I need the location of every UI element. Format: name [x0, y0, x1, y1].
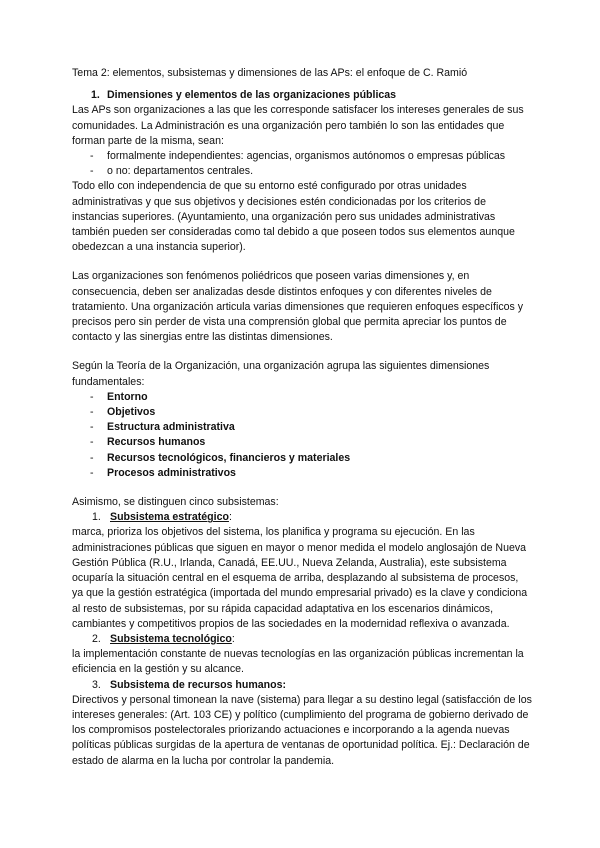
paragraph-subsystems-intro: Asimismo, se distinguen cinco subsistemas:: [72, 496, 279, 509]
list-marker: -: [90, 436, 94, 449]
dimensions-list: [72, 390, 532, 481]
list-item-text: Recursos humanos: [107, 436, 206, 449]
section-heading-text: Dimensiones y elementos de las organizaciones públicas: [107, 89, 397, 102]
paragraph-theory: Según la Teoría de la Organización, una organización agrupa las siguientes dimensiones fundamentales:: [72, 360, 490, 388]
list-item-text: Objetivos: [107, 406, 156, 419]
subsystem-colon: :: [231, 632, 235, 645]
subsystem-body: Directivos y personal timonean la nave (sistema) para llegar a su destino legal (satisfacción de los intereses generales: (Art. 103 CE) y político (cumplimiento del programa de gobierno derivado de los compromisos postelectorales priorizando actuaciones e incorporando a la agenda nuevas políticas públicas surgidas de la apertura de ventanas de oportunidad política. Ej.: Declaración de estado de alarma en la lucha por controlar la pandemia.: [72, 693, 532, 767]
paragraph-intro: Las APs son organizaciones a las que les corresponde satisfacer los intereses generales de sus comunidades. La Administración es una organización pero también lo son las entidades que forman parte de la misma, sean:: [72, 104, 524, 147]
document-title: Tema 2: elementos, subsistemas y dimensiones de las APs: el enfoque de C. Ramió: [72, 67, 468, 79]
subsystem-title: Subsistema estratégico: [110, 511, 229, 524]
list-item: [72, 149, 532, 164]
list-marker: -: [90, 150, 94, 163]
list-marker: -: [90, 421, 94, 434]
subsystem-number: 1.: [92, 511, 101, 524]
list-item: [72, 466, 532, 481]
paragraph-independence: Todo ello con independencia de que su entorno esté configurado por otras unidades administrativas y que sus objetivos y decisiones estén condicionadas por los criterios de instancias superiores. (Ayuntamiento, una organización pero sus unidades administrativas también pueden ser consideradas como tal debido a que poseen todos sus elementos aunque obedezcan a una instancia superior).: [72, 180, 515, 254]
list-item: [72, 390, 532, 405]
list-item-text: Entorno: [107, 390, 148, 403]
subsystem-title: Subsistema de recursos humanos:: [110, 678, 287, 691]
list-marker: -: [90, 406, 94, 419]
subsystem-title: Subsistema tecnológico: [110, 632, 232, 645]
subsystem-body: la implementación constante de nuevas tecnologías en las organización públicas incrementan la eficiencia en la gestión y su alcance.: [72, 648, 524, 676]
section-number: 1.: [91, 89, 100, 102]
list-item-text: Procesos administrativos: [107, 466, 236, 479]
list-item: [72, 405, 532, 420]
list-item-text: o no: departamentos centrales.: [107, 165, 254, 178]
subsystem-number: 2.: [92, 632, 101, 645]
list-item-text: Recursos tecnológicos, financieros y materiales: [107, 451, 351, 464]
list-marker: -: [90, 466, 94, 479]
subsystem-heading-2: [72, 632, 532, 647]
list-item: [72, 420, 532, 435]
document-page: [72, 66, 532, 769]
section-heading-1: [72, 88, 532, 103]
list-item: [72, 451, 532, 466]
subsystem-body: marca, prioriza los objetivos del sistema, los planifica y programa su ejecución. En las administraciones públicas que siguen en mayor o menor medida el modelo anglosajón de Nueva Gestión Pública (R.U., Irlanda, Canadá, EE.UU., Nueva Zelanda, Australia), este subsistema ocuparía la situación central en el esquema de arriba, desplazando al subsistema de procesos, ya que la gestión estratégica (importada del mundo empresarial privado) es la clave y condiciona al resto de subsistemas, por su rápida capacidad adaptativa en los escenarios dinámicos, cambiantes y competitivos propios de las sociedades en la modernidad reflexiva o avanzada.: [72, 526, 528, 630]
subsystem-heading-1: [72, 510, 532, 525]
list-item-text: Estructura administrativa: [107, 421, 235, 434]
list-item-text: formalmente independientes: agencias, organismos autónomos o empresas públicas: [107, 150, 506, 163]
list-item: [72, 435, 532, 450]
entity-type-list: [72, 149, 532, 179]
list-marker: -: [90, 390, 94, 403]
subsystem-heading-3: [72, 678, 532, 693]
paragraph-polyhedral: Las organizaciones son fenómenos poliédricos que poseen varias dimensiones y, en consecuencia, deben ser analizadas desde distintos enfoques y con diferentes niveles de tratamiento. Una organización articula varias dimensiones que requieren enfoques específicos y precisos pero sin perder de vista una comprensión global que permita apreciar los puntos de contacto y las sinergias entre las distintas dimensiones.: [72, 270, 524, 344]
subsystem-colon: :: [228, 511, 232, 524]
list-item: [72, 164, 532, 179]
subsystem-number: 3.: [92, 678, 101, 691]
list-marker: -: [90, 165, 94, 178]
list-marker: -: [90, 451, 94, 464]
